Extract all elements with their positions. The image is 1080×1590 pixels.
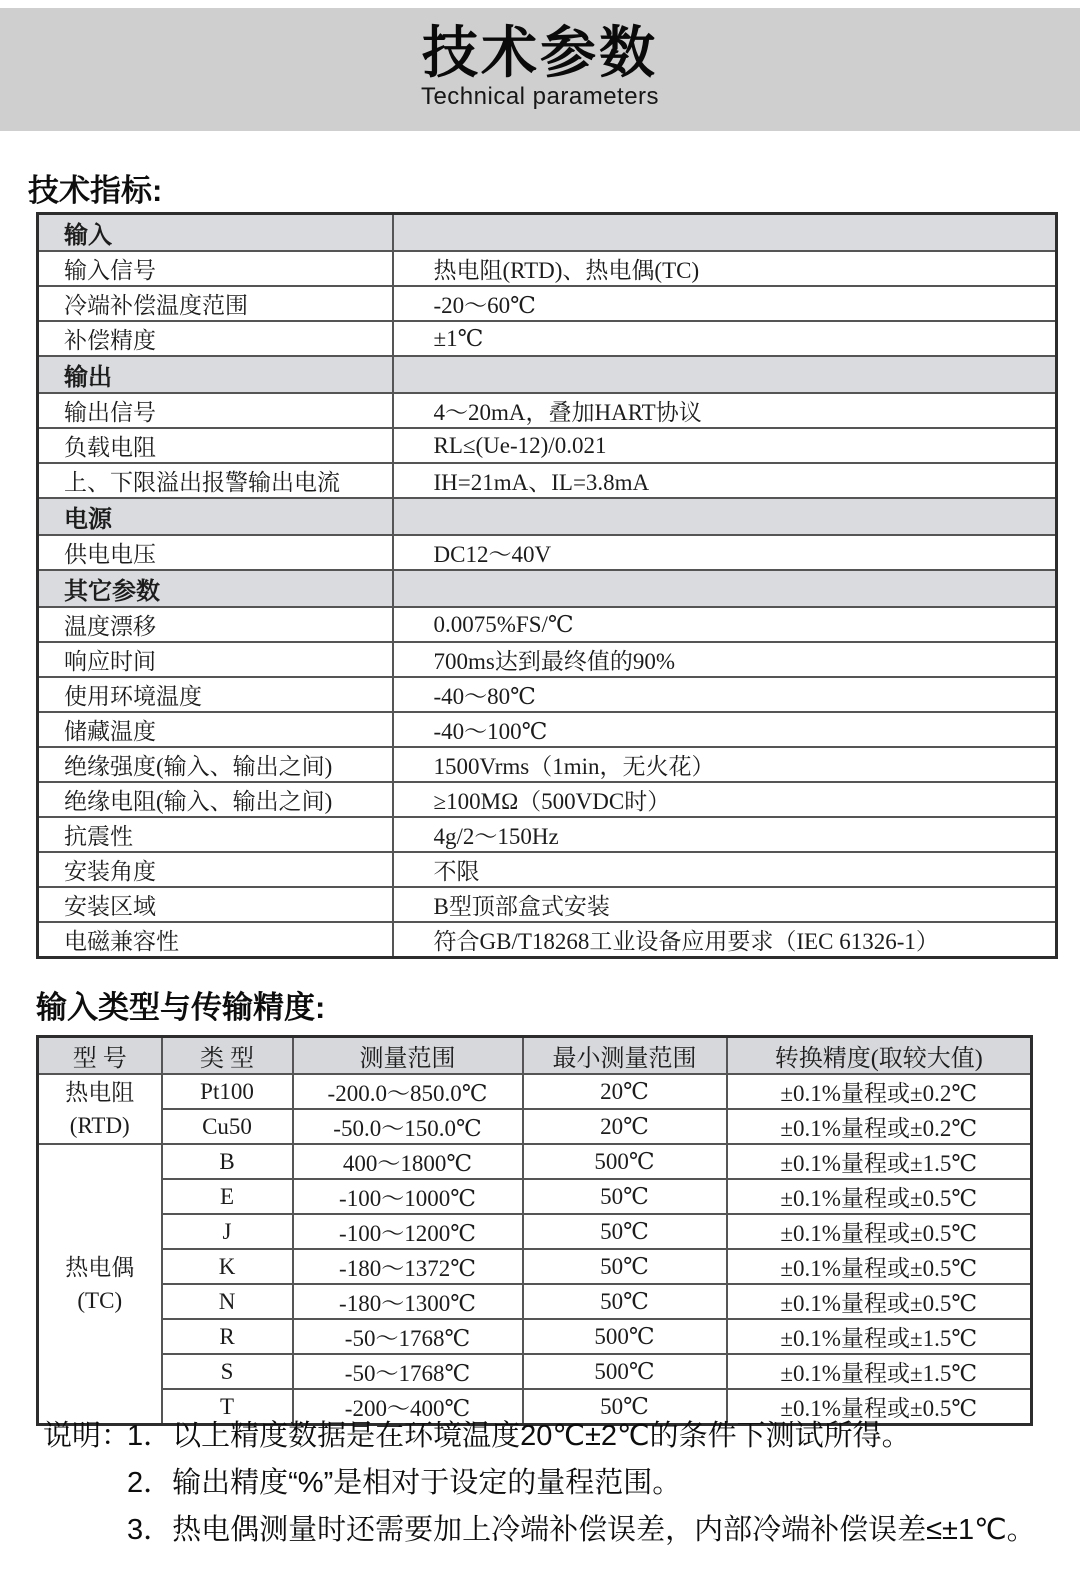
spec-row-value: RL≤(Ue-12)/0.021	[393, 428, 1057, 463]
accuracy-range-cell: -50.0～150.0℃	[293, 1109, 523, 1144]
accuracy-model-line: (TC)	[77, 1288, 123, 1313]
spec-section-row	[38, 570, 1057, 607]
spec-row-label: 安装角度	[38, 852, 393, 887]
accuracy-table	[36, 1035, 1033, 1426]
accuracy-type-cell: S	[162, 1354, 293, 1389]
accuracy-header-cell: 型 号	[38, 1037, 162, 1075]
accuracy-precision-cell: ±0.1%量程或±0.5℃	[727, 1249, 1032, 1284]
spec-data-row	[38, 286, 1057, 321]
accuracy-range-cell: -200.0～850.0℃	[293, 1074, 523, 1109]
accuracy-range-cell: -50～1768℃	[293, 1354, 523, 1389]
spec-row-label: 上、下限溢出报警输出电流	[38, 463, 393, 498]
accuracy-min-range-cell: 50℃	[523, 1284, 727, 1319]
spec-data-row	[38, 463, 1057, 498]
accuracy-precision-cell: ±0.1%量程或±0.5℃	[727, 1179, 1032, 1214]
accuracy-precision-cell: ±0.1%量程或±0.5℃	[727, 1284, 1032, 1319]
note-line	[43, 1467, 1053, 1500]
spec-row-label: 安装区域	[38, 887, 393, 922]
accuracy-row	[38, 1284, 1032, 1319]
spec-row-value: DC12～40V	[393, 535, 1057, 570]
accuracy-min-range-cell: 50℃	[523, 1179, 727, 1214]
accuracy-precision-cell: ±0.1%量程或±1.5℃	[727, 1319, 1032, 1354]
spec-data-row	[38, 607, 1057, 642]
notes	[43, 1420, 1053, 1561]
note-line	[43, 1420, 1053, 1453]
accuracy-range-cell: -180～1300℃	[293, 1284, 523, 1319]
spec-row-value: 4～20mA，叠加HART协议	[393, 393, 1057, 428]
accuracy-row	[38, 1109, 1032, 1144]
accuracy-type-cell: B	[162, 1144, 293, 1179]
spec-table	[36, 212, 1058, 959]
accuracy-min-range-cell: 20℃	[523, 1074, 727, 1109]
accuracy-min-range-cell: 500℃	[523, 1319, 727, 1354]
spec-row-label: 储藏温度	[38, 712, 393, 747]
spec-section-label: 输入	[38, 214, 393, 252]
spec-row-value: 1500Vrms（1min，无火花）	[393, 747, 1057, 782]
spec-data-row	[38, 782, 1057, 817]
spec-section-label: 输出	[38, 356, 393, 393]
spec-section-row	[38, 356, 1057, 393]
accuracy-model-line: 热电阻	[65, 1080, 135, 1105]
accuracy-model-line: (RTD)	[69, 1113, 130, 1138]
spec-row-value: B型顶部盒式安装	[393, 887, 1057, 922]
spec-data-row	[38, 887, 1057, 922]
accuracy-type-cell: K	[162, 1249, 293, 1284]
accuracy-type-cell: J	[162, 1214, 293, 1249]
note-prefix-spacer	[43, 1514, 127, 1547]
accuracy-type-cell: N	[162, 1284, 293, 1319]
spec-row-label: 电磁兼容性	[38, 922, 393, 958]
accuracy-row	[38, 1319, 1032, 1354]
accuracy-min-range-cell: 500℃	[523, 1144, 727, 1179]
note-text: 1．以上精度数据是在环境温度20℃±2℃的条件下测试所得。	[127, 1420, 911, 1452]
accuracy-precision-cell: ±0.1%量程或±0.5℃	[727, 1389, 1032, 1425]
spec-section-spacer	[393, 214, 1057, 252]
spec-section-row	[38, 214, 1057, 252]
accuracy-type-cell: R	[162, 1319, 293, 1354]
spec-row-value: ≥100MΩ（500VDC时）	[393, 782, 1057, 817]
section-heading-accuracy: 输入类型与传输精度:	[36, 990, 326, 1025]
spec-row-label: 负载电阻	[38, 428, 393, 463]
accuracy-header-cell: 测量范围	[293, 1037, 523, 1075]
accuracy-header-cell: 类 型	[162, 1037, 293, 1075]
accuracy-row	[38, 1249, 1032, 1284]
spec-data-row	[38, 393, 1057, 428]
title-banner	[0, 8, 1080, 131]
spec-data-row	[38, 535, 1057, 570]
spec-row-label: 冷端补偿温度范围	[38, 286, 393, 321]
accuracy-row	[38, 1144, 1032, 1179]
spec-data-row	[38, 251, 1057, 286]
spec-data-row	[38, 642, 1057, 677]
spec-data-row	[38, 922, 1057, 958]
accuracy-min-range-cell: 500℃	[523, 1354, 727, 1389]
accuracy-range-cell: 400～1800℃	[293, 1144, 523, 1179]
accuracy-precision-cell: ±0.1%量程或±0.5℃	[727, 1214, 1032, 1249]
spec-row-value: 4g/2～150Hz	[393, 817, 1057, 852]
spec-row-value: -20～60℃	[393, 286, 1057, 321]
note-prefix: 说明：	[43, 1420, 131, 1452]
accuracy-header-cell: 转换精度(取较大值)	[727, 1037, 1032, 1075]
spec-row-label: 供电电压	[38, 535, 393, 570]
accuracy-min-range-cell: 20℃	[523, 1109, 727, 1144]
spec-row-value: 700ms达到最终值的90%	[393, 642, 1057, 677]
accuracy-range-cell: -200～400℃	[293, 1389, 523, 1425]
spec-row-value: IH=21mA、IL=3.8mA	[393, 463, 1057, 498]
spec-row-value: -40～80℃	[393, 677, 1057, 712]
spec-row-value: -40～100℃	[393, 712, 1057, 747]
spec-data-row	[38, 747, 1057, 782]
spec-section-row	[38, 498, 1057, 535]
spec-data-row	[38, 428, 1057, 463]
spec-data-row	[38, 677, 1057, 712]
spec-data-row	[38, 852, 1057, 887]
accuracy-type-cell: E	[162, 1179, 293, 1214]
accuracy-range-cell: -100～1000℃	[293, 1179, 523, 1214]
accuracy-precision-cell: ±0.1%量程或±0.2℃	[727, 1109, 1032, 1144]
spec-row-label: 响应时间	[38, 642, 393, 677]
spec-data-row	[38, 321, 1057, 356]
spec-row-value: 不限	[393, 852, 1057, 887]
accuracy-model-cell	[38, 1144, 162, 1425]
spec-row-value: 0.0075%FS/℃	[393, 607, 1057, 642]
spec-data-row	[38, 817, 1057, 852]
accuracy-row	[38, 1074, 1032, 1109]
accuracy-range-cell: -50～1768℃	[293, 1319, 523, 1354]
spec-row-label: 绝缘电阻(输入、输出之间)	[38, 782, 393, 817]
accuracy-row	[38, 1179, 1032, 1214]
accuracy-table-body	[38, 1074, 1032, 1425]
accuracy-row	[38, 1354, 1032, 1389]
accuracy-min-range-cell: 50℃	[523, 1249, 727, 1284]
section-heading-specs: 技术指标:	[28, 173, 163, 208]
spec-section-spacer	[393, 498, 1057, 535]
spec-section-spacer	[393, 570, 1057, 607]
accuracy-header-cell: 最小测量范围	[523, 1037, 727, 1075]
page-title: 技术参数	[422, 21, 658, 84]
spec-data-row	[38, 712, 1057, 747]
accuracy-min-range-cell: 50℃	[523, 1214, 727, 1249]
spec-row-value: ±1℃	[393, 321, 1057, 356]
accuracy-table-header-row	[38, 1037, 1032, 1075]
accuracy-model-line: 热电偶	[65, 1255, 135, 1280]
note-text: 3．热电偶测量时还需要加上冷端补偿误差，内部冷端补偿误差≤±1℃。	[127, 1514, 1036, 1546]
accuracy-type-cell: T	[162, 1389, 293, 1425]
spec-row-label: 使用环境温度	[38, 677, 393, 712]
note-text: 2．输出精度“%”是相对于设定的量程范围。	[127, 1467, 682, 1499]
spec-row-value: 符合GB/T18268工业设备应用要求（IEC 61326-1）	[393, 922, 1057, 958]
spec-row-label: 输入信号	[38, 251, 393, 286]
accuracy-row	[38, 1214, 1032, 1249]
note-line	[43, 1514, 1053, 1547]
spec-table-body	[38, 214, 1057, 958]
accuracy-type-cell: Pt100	[162, 1074, 293, 1109]
accuracy-precision-cell: ±0.1%量程或±1.5℃	[727, 1354, 1032, 1389]
spec-row-value: 热电阻(RTD)、热电偶(TC)	[393, 251, 1057, 286]
note-prefix-spacer	[43, 1467, 127, 1500]
accuracy-precision-cell: ±0.1%量程或±0.2℃	[727, 1074, 1032, 1109]
accuracy-model-cell	[38, 1074, 162, 1144]
page-subtitle: Technical parameters	[420, 83, 660, 110]
spec-row-label: 输出信号	[38, 393, 393, 428]
spec-section-label: 电源	[38, 498, 393, 535]
accuracy-range-cell: -180～1372℃	[293, 1249, 523, 1284]
spec-row-label: 绝缘强度(输入、输出之间)	[38, 747, 393, 782]
spec-section-label: 其它参数	[38, 570, 393, 607]
spec-row-label: 温度漂移	[38, 607, 393, 642]
accuracy-type-cell: Cu50	[162, 1109, 293, 1144]
accuracy-range-cell: -100～1200℃	[293, 1214, 523, 1249]
accuracy-precision-cell: ±0.1%量程或±1.5℃	[727, 1144, 1032, 1179]
spec-row-label: 抗震性	[38, 817, 393, 852]
accuracy-min-range-cell: 50℃	[523, 1389, 727, 1425]
spec-row-label: 补偿精度	[38, 321, 393, 356]
spec-section-spacer	[393, 356, 1057, 393]
